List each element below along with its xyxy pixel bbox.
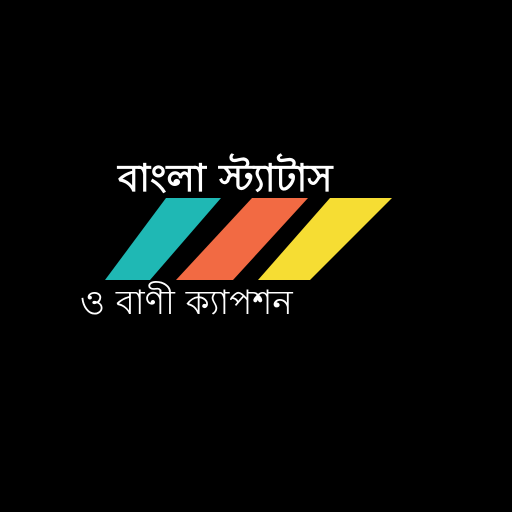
headline-text: বাংলা স্ট্যাটাস — [118, 156, 333, 200]
subline-text: ও বাণী ক্যাপশন — [80, 283, 293, 323]
